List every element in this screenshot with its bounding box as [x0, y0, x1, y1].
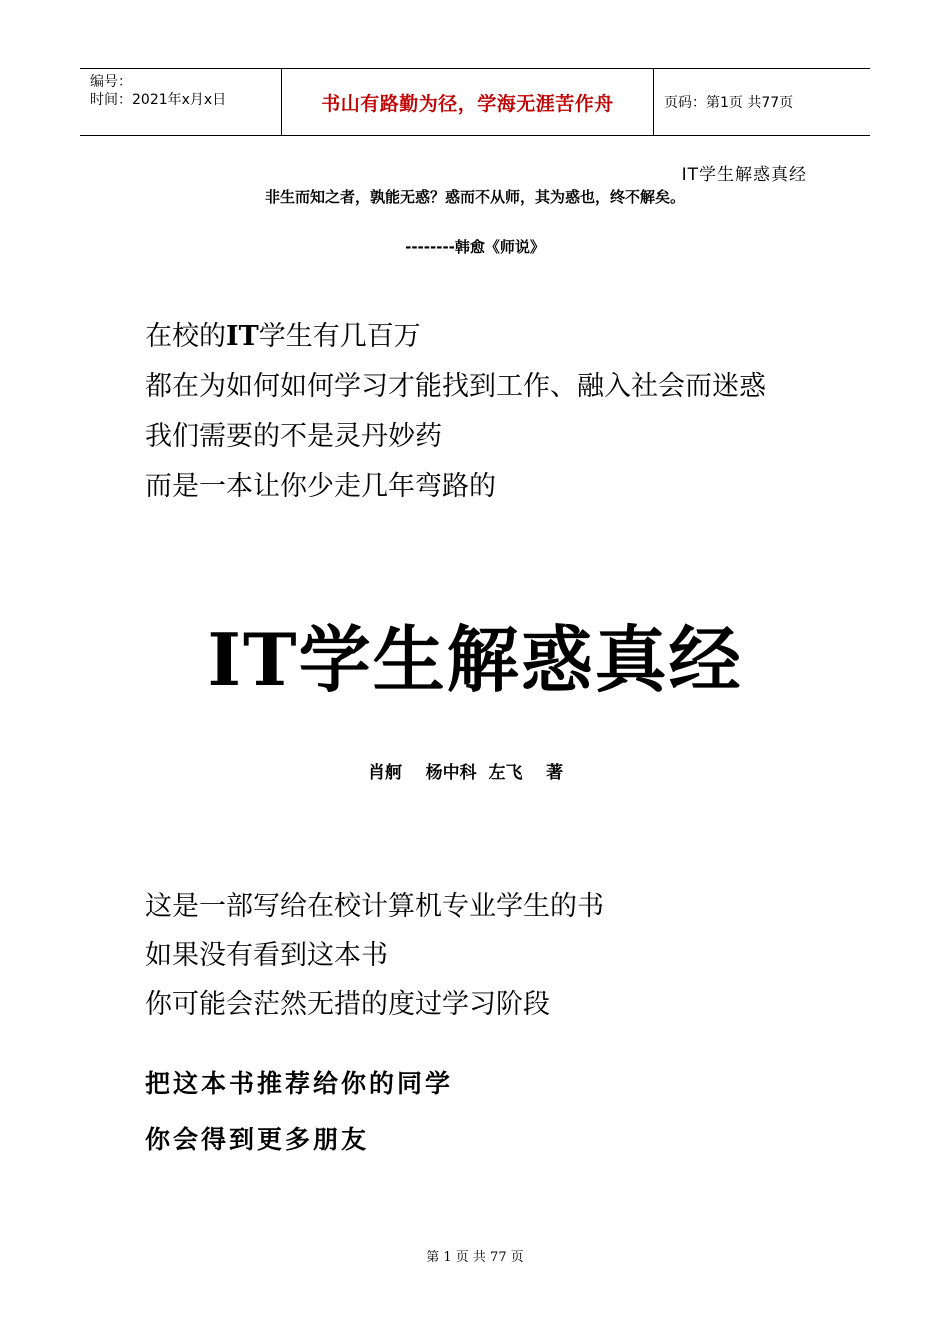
recommend-lines	[145, 1056, 453, 1168]
authors: 肖舸 杨中科 左飞 著	[368, 763, 564, 783]
intro-line-1-prefix: 在校的	[145, 321, 226, 352]
intro-line-1-bold: IT	[226, 321, 259, 352]
page-footer: 第 1 页 共 77 页	[426, 1250, 524, 1265]
description-line-1: 这是一部写给在校计算机专业学生的书	[145, 891, 604, 922]
header-page-cell	[654, 69, 870, 135]
intro-lines	[145, 312, 766, 512]
running-title: IT学生解惑真经	[681, 165, 807, 185]
header-motto-cell	[282, 69, 654, 135]
intro-line-1-suffix: 学生有几百万	[258, 321, 421, 352]
recommend-line-2: 你会得到更多朋友	[145, 1125, 370, 1154]
intro-line-2: 都在为如何如何学习才能找到工作、融入社会而迷惑	[145, 371, 766, 402]
serial-number-label: 编号：	[90, 74, 132, 90]
intro-line-1	[145, 312, 766, 362]
intro-line-3: 我们需要的不是灵丹妙药	[145, 421, 442, 452]
epigraph-quote: 非生而知之者，孰能无惑？惑而不从师，其为惑也，终不解矣。	[264, 188, 685, 206]
epigraph-source: --------韩愈《师说》	[405, 238, 545, 256]
description-line-2: 如果没有看到这本书	[145, 940, 388, 971]
recommend-line-1: 把这本书推荐给你的同学	[145, 1069, 454, 1098]
description-line-3: 你可能会茫然无措的度过学习阶段	[145, 989, 550, 1020]
page-code: 页码：第1页 共77页	[664, 95, 794, 111]
book-title: IT学生解惑真经	[207, 617, 743, 702]
intro-line-4: 而是一本让你少走几年弯路的	[145, 471, 496, 502]
motto: 书山有路勤为径，学海无涯苦作舟	[321, 92, 614, 115]
header-table	[80, 68, 870, 136]
date-label: 时间：2021年x月x日	[90, 92, 227, 108]
description-lines	[145, 882, 604, 1029]
header-info-cell	[80, 69, 282, 135]
